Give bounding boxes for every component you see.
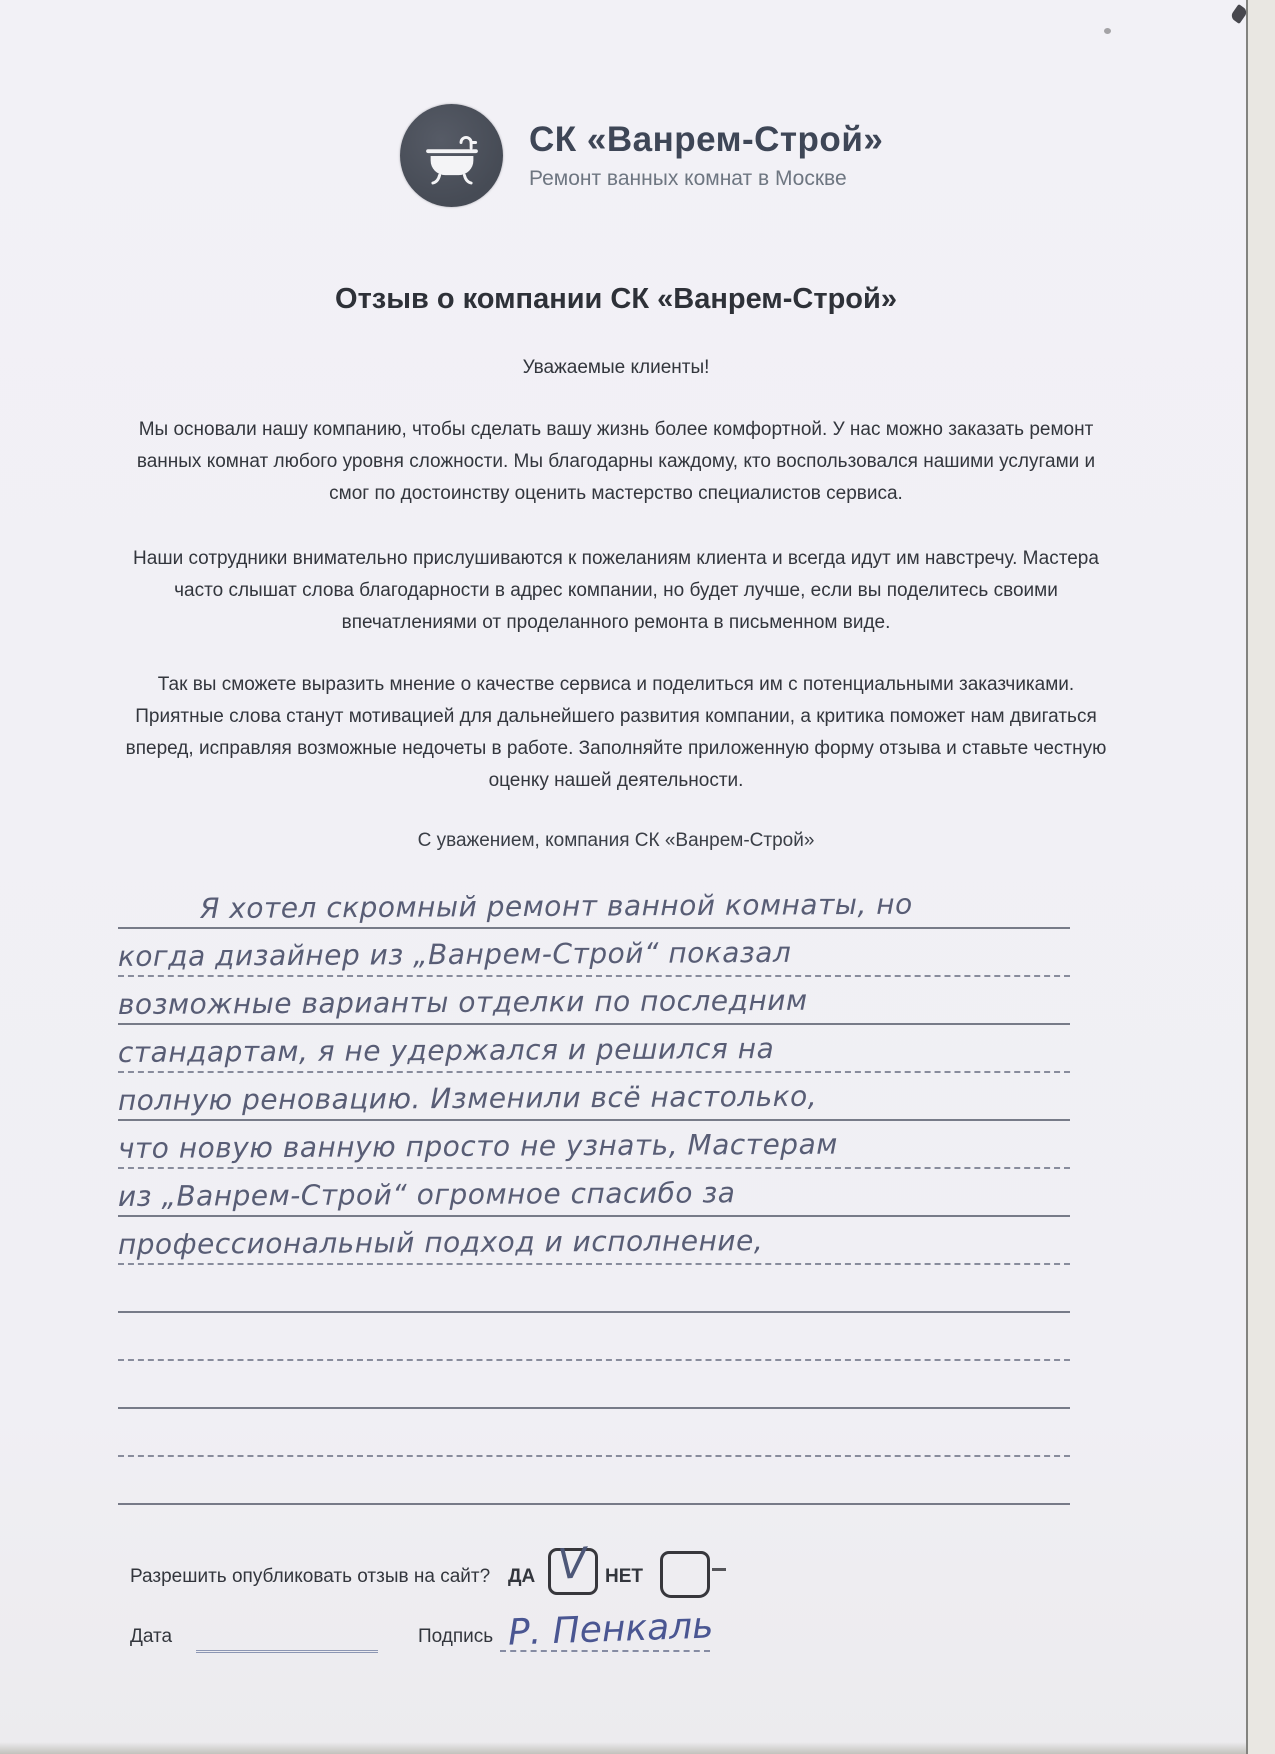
date-field[interactable]: [196, 1628, 378, 1653]
review-line[interactable]: [118, 1457, 1070, 1505]
brand-tagline: Ремонт ванных комнат в Москве: [529, 167, 847, 190]
review-line[interactable]: [118, 1217, 1070, 1265]
handwritten-review-area: [118, 881, 1070, 1505]
review-line[interactable]: [118, 1409, 1070, 1457]
review-line[interactable]: [118, 1265, 1070, 1313]
greeting-line: Уважаемые клиенты!: [522, 357, 710, 378]
publish-question-label: Разрешить опубликовать отзыв на сайт?: [130, 1566, 491, 1587]
page-title: Отзыв о компании СК «Ванрем-Строй»: [335, 283, 897, 315]
no-checkbox[interactable]: [660, 1551, 710, 1598]
signature-field[interactable]: [500, 1600, 715, 1654]
scan-paper-edge: [1246, 0, 1275, 1754]
review-line[interactable]: [118, 929, 1070, 977]
date-label: Дата: [130, 1626, 173, 1647]
review-line[interactable]: [118, 1313, 1070, 1361]
brand-logo: [400, 104, 503, 207]
review-line[interactable]: [118, 1073, 1070, 1121]
signoff-line: С уважением, компания СК «Ванрем-Строй»: [417, 830, 815, 851]
brand-text: [529, 120, 883, 191]
brand-name: СК «Ванрем-Строй»: [529, 120, 884, 159]
review-line[interactable]: [118, 1025, 1070, 1073]
review-line[interactable]: [118, 977, 1070, 1025]
intro-paragraph-3: Так вы сможете выразить мнение о качестве сервиса и поделиться им с потенциальными заказчиками. Приятные слова станут мотивацией для дальнейшего развития компании, а критика поможет нам двигаться вперед, исправляя возможные недочеты в работе. Заполняйте приложенную форму отзыва и ставьте честную оценку нашей деятельности.: [125, 674, 1107, 791]
scan-speck: [1104, 28, 1111, 34]
handwriting-text: когда дизайнер из „Ванрем-Строй“ показал: [117, 935, 792, 973]
review-line[interactable]: [118, 881, 1070, 929]
intro-paragraph-1: Мы основали нашу компанию, чтобы сделать вашу жизнь более комфортной. У нас можно заказать ремонт ванных комнат любого уровня сложности. Мы благодарны каждому, кто воспользовался нашими услугами и смог по достоинству оценить мастерство специалистов сервиса.: [136, 419, 1096, 504]
handwriting-text: возможные варианты отделки по последним: [117, 983, 808, 1021]
yes-checkbox[interactable]: [548, 1538, 598, 1595]
intro-paragraph-2: Наши сотрудники внимательно прислушиваются к пожеланиям клиента и всегда идут им навстречу. Мастера часто слышат слова благодарности в адрес компании, но будет лучше, если вы поделитесь своими впечатлениями от проделанного ремонта в письменном виде.: [133, 548, 1099, 633]
handwriting-text: Я хотел скромный ремонт ванной комнаты, но: [199, 887, 913, 925]
handwriting-text: профессиональный подход и исполнение,: [117, 1224, 764, 1261]
scan-bottom-shadow: [0, 1742, 1246, 1754]
yes-label: ДА: [508, 1566, 536, 1587]
review-line[interactable]: [118, 1169, 1070, 1217]
check-mark: V: [556, 1538, 589, 1589]
handwriting-text: что новую ванную просто не узнать, Мастерам: [117, 1127, 838, 1165]
bathtub-icon: [416, 120, 488, 192]
no-label: НЕТ: [605, 1566, 643, 1587]
handwriting-text: полную реновацию. Изменили всё настолько,: [117, 1079, 818, 1117]
review-line[interactable]: [118, 1361, 1070, 1409]
handwriting-text: из „Ванрем-Строй“ огромное спасибо за: [117, 1176, 736, 1213]
scan-dash-artifact: [712, 1568, 726, 1571]
signature-label: Подпись: [418, 1626, 494, 1647]
handwriting-text: стандартам, я не удержался и решился на: [117, 1031, 775, 1069]
review-line[interactable]: [118, 1121, 1070, 1169]
signature-handwriting: Р. Пенкаль: [507, 1605, 715, 1654]
brand-header: [400, 104, 883, 207]
